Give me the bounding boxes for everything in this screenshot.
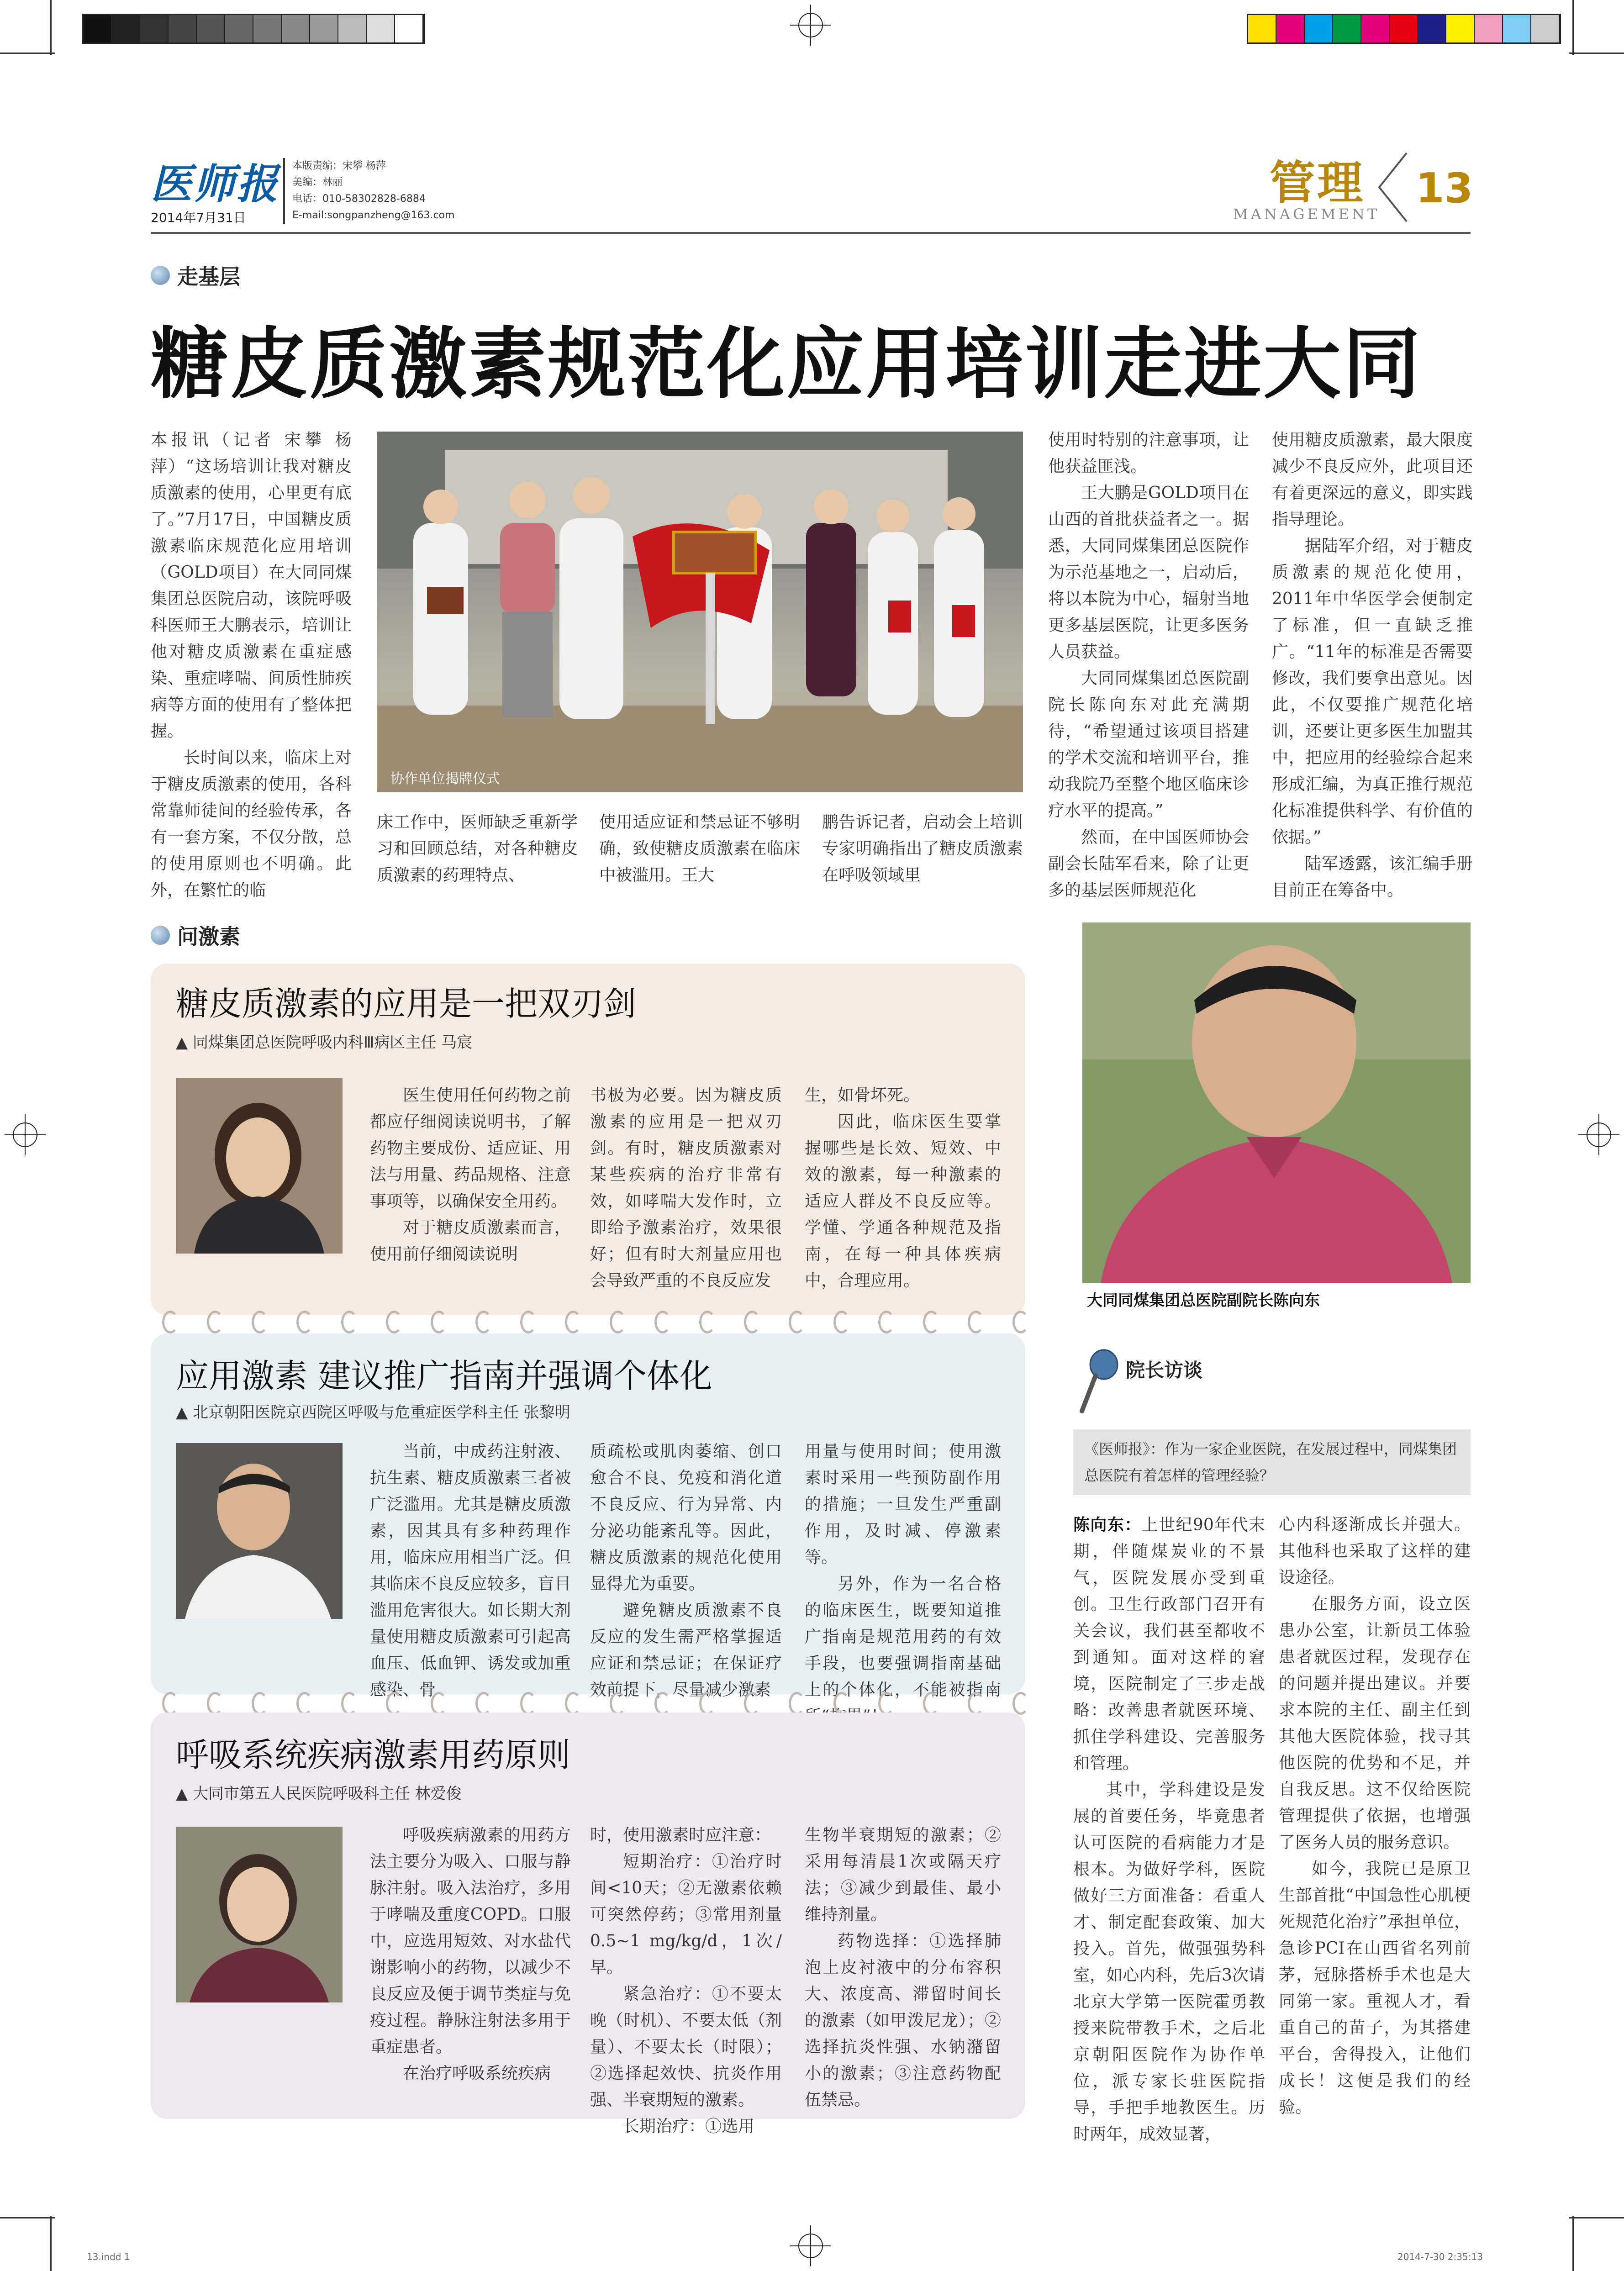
vice-president-figure (1082, 922, 1471, 1283)
article-paragraph: 时，使用激素时应注意： (590, 1826, 771, 1844)
article-paragraph: 使用时特别的注意事项，让他获益匪浅。 (1048, 431, 1249, 476)
page-number: 13 (1416, 164, 1473, 212)
crop-mark (1569, 53, 1624, 54)
crop-mark (1572, 2216, 1574, 2271)
header-rule (151, 232, 1471, 234)
registration-mark (5, 1114, 46, 1155)
author-portrait (176, 1443, 343, 1619)
photo-caption: 协作单位揭牌仪式 (390, 771, 500, 787)
box-author: ▲ 大同市第五人民医院呼吸科主任 林爱俊 (176, 1785, 462, 1803)
microphone-icon (1076, 1347, 1121, 1416)
editor-line: 本版责编：宋攀 杨萍 (292, 160, 386, 172)
email-line: E-mail:songpanzheng@163.com (292, 210, 455, 221)
article-paragraph: 质疏松或肌肉萎缩、创口愈合不良、免疫和消化道不良反应、行为异常、内分泌功能紊乱等。因此，糖皮质激素的规范化使用显得尤为重要。 (590, 1442, 782, 1593)
file-name: 13.indd 1 (87, 2251, 130, 2262)
article-paragraph: 在治疗呼吸系统疾病 (403, 2064, 551, 2083)
article-paragraph: 大同同煤集团总医院副院长陈向东对此充满期待，“希望通过该项目搭建的学术交流和培训平台，推动我院乃至整个地区临床诊疗水平的提高。” (1048, 669, 1249, 820)
article-column (151, 427, 352, 900)
chevron-left-icon (1375, 151, 1411, 224)
article-paragraph: 陆军透露，该汇编手册目前正在筹备中。 (1272, 854, 1473, 900)
article-paragraph: 王大鹏是GOLD项目在山西的首批获益者之一。据悉，大同同煤集团总医院作为示范基地之一，启动后，将以本院为中心，辐射当地更多基层医院，让更多医务人员获益。 (1048, 484, 1249, 661)
article-paragraph: 紧急治疗：①不要太晚（时机）、不要太低（剂量）、不要太长（时限）；②选择起效快、抗炎作用强、半衰期短的激素。 (590, 1985, 782, 2109)
article-paragraph: 书极为必要。因为糖皮质激素的应用是一把双刃剑。有时，糖皮质激素对某些疾病的治疗非常有效，如哮喘大发作时，立即给予激素治疗，效果很好；但有时大剂量应用也会导致严重的不良反应发 (590, 1086, 782, 1290)
article-paragraph: 长期治疗：①选用 (623, 2117, 755, 2136)
article-column (590, 1438, 782, 1699)
article-paragraph: 短期治疗：①治疗时间<10天；②无激素依赖可突然停药；③常用剂量0.5~1 mg/kg/d，1次/早。 (590, 1852, 782, 1977)
ceremony-photo (377, 432, 1023, 792)
article-paragraph: 用量与使用时间；使用激素时采用一些预防副作用的措施；一旦发生严重副作用，及时减、停激素等。 (805, 1442, 1001, 1567)
headline: 糖皮质激素规范化应用培训走进大同 (151, 318, 1423, 410)
registration-mark (790, 2225, 831, 2266)
article-column (805, 1082, 1001, 1297)
box-title: 糖皮质激素的应用是一把双刃剑 (176, 985, 637, 1023)
print-timestamp: 2014-7-30 2:35:13 (1397, 2251, 1483, 2262)
portrait-figure (176, 1827, 343, 2002)
registration-mark (1578, 1114, 1619, 1155)
crop-mark (1569, 2217, 1624, 2218)
phone-line: 电话：010-58302828-6884 (292, 193, 426, 205)
author-portrait (176, 1078, 343, 1254)
article-paragraph: 长时间以来，临床上对于糖皮质激素的使用，各科常靠师徒间的经验传承，各有一套方案，不仅分散，总的使用原则也不明确。此外，在繁忙的临 (151, 748, 352, 900)
box-author: ▲ 北京朝阳医院京西院区呼吸与危重症医学科主任 张黎明 (176, 1403, 570, 1422)
article-paragraph: 生物半衰期短的激素；②采用每清晨1次或隔天疗法；③减少到最佳、最小维持剂量。 (805, 1826, 1001, 1924)
article-paragraph: 然而，在中国医师协会副会长陆军看来，除了让更多的基层医师规范化 (1048, 828, 1249, 900)
article-column (590, 1822, 782, 2136)
article-paragraph: 在服务方面，设立医患办公室，让新员工体验患者就医过程，发现存在的问题并提出建议。并要求本院的主任、副主任到其他大医院体验，找寻其他医院的优势和不足，并自我反思。这不仅给医院管理提供了依据，也增强了医务人员的服务意识。 (1279, 1595, 1471, 1852)
article-paragraph: 本报讯（记者 宋攀 杨萍）“这场培训让我对糖皮质激素的使用，心里更有底了。”7月17日，中国糖皮质激素临床规范化应用培训（GOLD项目）在大同同煤集团总医院启动，该院呼吸科医师王大鹏表示，培训让他对糖皮质激素在重症感染、重症哮喘、间质性肺疾病等方面的使用有了整体把握。 (151, 431, 352, 741)
article-paragraph: 另外，作为一名合格的临床医生，既要知道推广指南是规范用药的有效手段，也要强调指南基础上的个体化，不能被指南 (805, 1575, 1001, 1699)
article-paragraph: 呼吸疾病激素的用药方法主要分为吸入、口服与静脉注射。吸入法治疗，多用于哮喘及重度COPD。口服中，应选用短效、对水盐代谢影响小的药物，以减少不良反应及便于调节类症与免疫过程。静脉注射法多用于重症患者。 (370, 1826, 571, 2056)
box-title: 应用激素 建议推广指南并强调个体化 (176, 1357, 712, 1395)
article-column (370, 1438, 571, 1699)
cmyk-color-bar (1247, 14, 1561, 44)
article-column (1279, 1512, 1471, 2119)
section-label-text: 走基层 (177, 264, 240, 289)
speaker-name: 陈向东： (1073, 1515, 1142, 1534)
article-column (805, 1438, 1001, 1699)
vice-president-photo (1082, 922, 1471, 1283)
section-label (151, 920, 240, 950)
article-column (805, 1822, 1001, 2109)
ceremony-scene (377, 432, 1023, 792)
article-column (370, 1822, 571, 2105)
box-author: ▲ 同煤集团总医院呼吸内科Ⅲ病区主任 马宸 (176, 1033, 473, 1052)
crop-mark (0, 53, 55, 54)
article-paragraph: 使用糖皮质激素，最大限度减少不良反应外，此项目还有着更深远的意义，即实践指导理论。 (1272, 431, 1473, 529)
article-column (1073, 1512, 1265, 2144)
bullet-icon (151, 926, 170, 945)
photo-caption: 大同同煤集团总医院副院长陈向东 (1087, 1291, 1320, 1310)
interview-label: 院长访谈 (1126, 1359, 1203, 1381)
article-paragraph: 使用适应证和禁忌证不够明确，致使糖皮质激素在临床中被滥用。王大 (599, 813, 800, 885)
editor-info (283, 158, 455, 224)
article-paragraph: 生，如骨坏死。 (805, 1086, 920, 1105)
grayscale-bar (82, 14, 425, 44)
portrait-figure (176, 1078, 343, 1254)
box-title: 呼吸系统疾病激素用药原则 (176, 1736, 571, 1774)
registration-mark (790, 5, 831, 46)
article-paragraph: 因此，临床医生要掌握哪些是长效、短效、中效的激素，每一种激素的适应人群及不良反应等。学懂、学通各种规范及指南，在每一种具体疾病中，合理应用。 (805, 1112, 1001, 1290)
article-paragraph: 其中，学科建设是发展的首要任务，毕竟患者认可医院的看病能力才是根本。为做好学科，医院做好三方面准备：看重人才、制定配套政策、加大投入。首先，做强强势科室，如心内科，先后3次请北京大学第一医院霍勇教授来院带教手术，之后北京朝阳医院作为协作单位，派专家长驻医院指导，手把手地教医生。历时两年，成效显著， (1073, 1781, 1265, 2144)
newspaper-logo: 医师报 (151, 160, 279, 208)
crop-mark (0, 2217, 55, 2218)
section-label (151, 260, 240, 290)
answer-text: 上世纪90年代末期，伴随煤炭业的不景气，医院发展亦受到重创。卫生行政部门召开有关会议，我们甚至都收不到通知。面对这样的窘境，医院制定了三步走战略：改善患者就医环境、抓住学科建设、完善服务和管理。 (1073, 1516, 1265, 1773)
article-paragraph: 对于糖皮质激素而言，使用前仔细阅读说明 (370, 1218, 571, 1264)
article-paragraph (1073, 1512, 1265, 1777)
author-portrait (176, 1827, 343, 2002)
article-paragraph: 当前，中成药注射液、抗生素、糖皮质激素三者被广泛滥用。尤其是糖皮质激素，因其具有多种药理作用，临床应用相当广泛。但其临床不良反应较多，盲目滥用危害很大。如长期大剂量使用糖皮质激素可引起高血压、低血钾、诱发或加重感染、骨 (370, 1442, 571, 1699)
article-paragraph: 如今，我院已是原卫生部首批“中国急性心肌梗死规范化治疗”承担单位，急诊PCI在山西省名列前茅，冠脉搭桥手术也是大同第一家。重视人才，看重自己的苗子，为其搭建平台，舍得投入，让他们成长！这便是我们的经验。 (1279, 1860, 1471, 2117)
section-label-text: 问激素 (177, 924, 240, 949)
article-paragraph: 心内科逐渐成长并强大。其他科也采取了这样的建设途径。 (1279, 1515, 1471, 1587)
spiral-binding-decoration (162, 1311, 1029, 1333)
article-paragraph: 药物选择：①选择肺泡上皮衬液中的分布容积大、浓度高、滞留时间长的激素（如甲泼尼龙）；②选择抗炎性强、水钠潴留小的激素；③注意药物配伍禁忌。 (805, 1932, 1001, 2109)
article-paragraph: 避免糖皮质激素不良反应的发生需严格掌握适应证和禁忌证；在保证疗效前提下，尽量减少激素 (590, 1601, 782, 1699)
bullet-icon (151, 266, 170, 285)
article-column (377, 809, 578, 891)
spiral-binding-decoration (162, 1692, 1029, 1715)
article-paragraph: 医生使用任何药物之前都应仔细阅读说明书，了解药物主要成份、适应证、用法与用量、药品规格、注意事项等，以确保安全用药。 (370, 1086, 571, 1211)
article-paragraph: 床工作中，医师缺乏重新学习和回顾总结，对各种糖皮质激素的药理特点、 (377, 813, 578, 885)
article-column (1048, 427, 1249, 900)
portrait-figure (176, 1443, 343, 1619)
section-name-en: MANAGEMENT (1233, 205, 1380, 223)
article-paragraph: 据陆军介绍，对于糖皮质激素的规范化使用，2011年中华医学会便制定了标准，但一直缺乏推广。“11年的标准是否需要修改，我们要拿出意见。因此，不仅要推广规范化培训，还要让更多医生加盟其中，把应用的经验综合起来形成汇编，为真正推行规范化标准提供科学、有价值的依据。” (1272, 537, 1473, 847)
art-editor-line: 美编：林丽 (292, 177, 343, 188)
article-column (370, 1082, 571, 1297)
article-column (1272, 427, 1473, 900)
crop-mark (50, 2216, 52, 2271)
article-column (590, 1082, 782, 1297)
issue-date: 2014年7月31日 (151, 210, 246, 225)
crop-mark (50, 0, 52, 55)
interview-question: 《医师报》：作为一家企业医院，在发展过程中，同煤集团总医院有着怎样的管理经验？ (1073, 1429, 1471, 1495)
article-column (822, 809, 1023, 891)
article-column (599, 809, 800, 891)
crop-mark (1572, 0, 1574, 55)
article-paragraph: 鹏告诉记者，启动会上培训专家明确指出了糖皮质激素在呼吸领域里 (822, 813, 1023, 885)
section-name: 管理 (1270, 156, 1365, 210)
